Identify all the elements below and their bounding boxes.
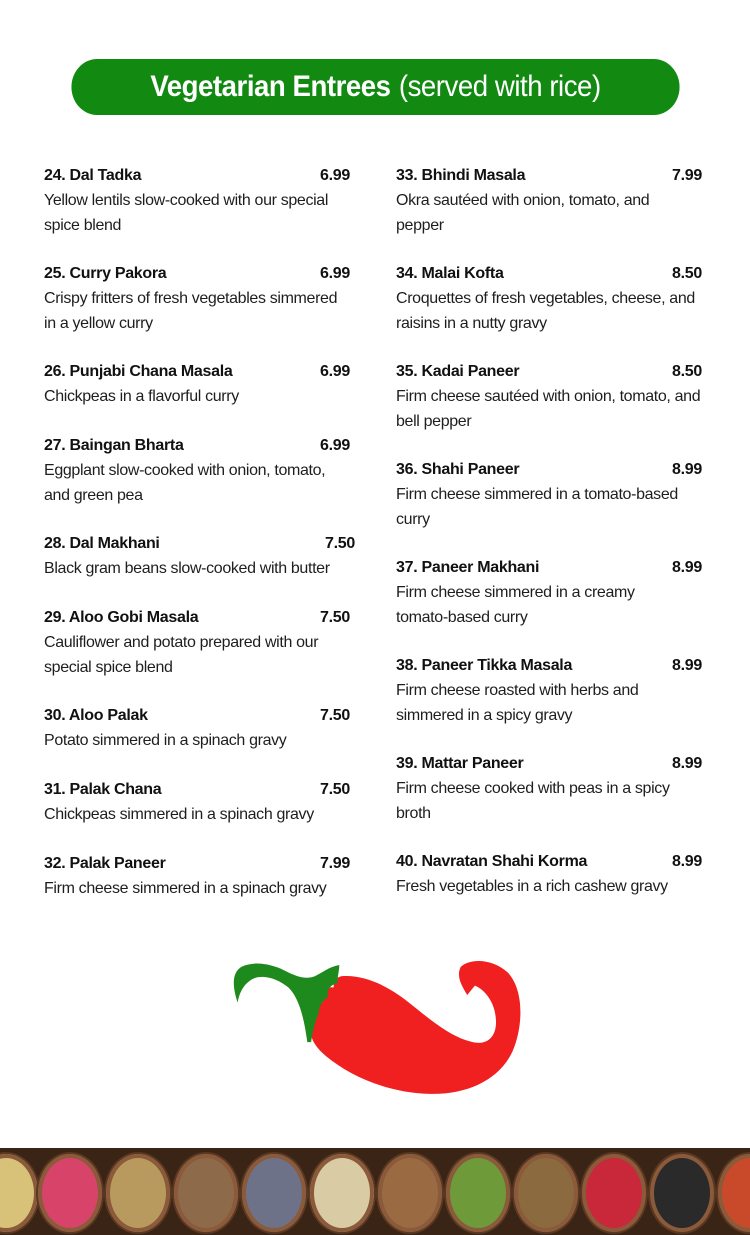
item-description: Eggplant slow-cooked with onion, tomato, and green pea (44, 462, 326, 504)
item-price: 8.99 (672, 559, 702, 576)
item-title: 33. Bhindi Masala (396, 167, 526, 184)
spice-bowl (514, 1154, 578, 1232)
item-title: 26. Punjabi Chana Masala (44, 363, 233, 380)
spice-bowl (106, 1154, 170, 1232)
menu-item (44, 606, 352, 680)
item-price: 7.99 (320, 855, 350, 872)
menu-item (44, 852, 352, 901)
item-price: 8.99 (672, 853, 702, 870)
spice-bowl (718, 1154, 750, 1232)
menu-item (396, 850, 704, 899)
menu-item (396, 164, 704, 238)
item-description: Firm cheese simmered in a tomato-based curry (396, 486, 678, 528)
item-title: 24. Dal Tadka (44, 167, 142, 184)
item-price: 7.50 (320, 707, 350, 724)
item-title: 38. Paneer Tikka Masala (396, 657, 573, 674)
item-description: Chickpeas in a flavorful curry (44, 388, 239, 405)
item-description: Okra sautéed with onion, tomato, and pepper (396, 192, 650, 234)
section-subtitle: (served with rice) (398, 70, 601, 103)
menu-item (396, 556, 704, 630)
item-title: 35. Kadai Paneer (396, 363, 520, 380)
menu-item (396, 360, 704, 434)
menu-item (396, 458, 704, 532)
item-description: Crispy fritters of fresh vegetables simmered in a yellow curry (44, 290, 338, 332)
spice-bowl (650, 1154, 714, 1232)
spice-bowl (446, 1154, 510, 1232)
item-description: Chickpeas simmered in a spinach gravy (44, 806, 314, 823)
spice-bowl (38, 1154, 102, 1232)
item-price: 6.99 (320, 265, 350, 282)
item-title: 25. Curry Pakora (44, 265, 167, 282)
item-price: 7.50 (325, 535, 355, 552)
spice-bowl (582, 1154, 646, 1232)
item-price: 8.50 (672, 265, 702, 282)
item-title: 30. Aloo Palak (44, 707, 148, 724)
menu-item (44, 360, 352, 409)
spice-bowl (310, 1154, 374, 1232)
item-description: Croquettes of fresh vegetables, cheese, and raisins in a nutty gravy (396, 290, 695, 332)
menu-item (44, 262, 352, 336)
menu-item (44, 532, 355, 581)
spice-bowl (174, 1154, 238, 1232)
item-description: Fresh vegetables in a rich cashew gravy (396, 878, 668, 895)
item-title: 29. Aloo Gobi Masala (44, 609, 199, 626)
item-title: 28. Dal Makhani (44, 535, 160, 552)
item-title: 31. Palak Chana (44, 781, 162, 798)
menu-item (44, 704, 352, 753)
section-title-banner (71, 59, 679, 115)
menu-item (44, 434, 352, 508)
item-price: 8.99 (672, 461, 702, 478)
item-description: Potato simmered in a spinach gravy (44, 732, 287, 749)
spice-bowls-image (0, 1148, 750, 1235)
item-description: Firm cheese simmered in a creamy tomato-based curry (396, 584, 635, 626)
section-title: Vegetarian Entrees (150, 70, 391, 103)
menu-item (396, 262, 704, 336)
item-price: 6.99 (320, 437, 350, 454)
item-title: 39. Mattar Paneer (396, 755, 524, 772)
item-price: 8.99 (672, 755, 702, 772)
chili-pepper-icon (218, 948, 534, 1108)
menu-item (396, 654, 704, 728)
item-title: 34. Malai Kofta (396, 265, 504, 282)
item-title: 27. Baingan Bharta (44, 437, 184, 454)
item-price: 6.99 (320, 167, 350, 184)
item-title: 32. Palak Paneer (44, 855, 166, 872)
menu-item (44, 164, 352, 238)
item-price: 7.50 (320, 781, 350, 798)
menu-item (44, 778, 352, 827)
spice-bowl (242, 1154, 306, 1232)
item-price: 7.99 (672, 167, 702, 184)
item-description: Firm cheese cooked with peas in a spicy broth (396, 780, 670, 822)
item-description: Yellow lentils slow-cooked with our special spice blend (44, 192, 329, 234)
item-title: 37. Paneer Makhani (396, 559, 540, 576)
item-description: Firm cheese simmered in a spinach gravy (44, 880, 327, 897)
item-description: Cauliflower and potato prepared with our special spice blend (44, 634, 319, 676)
spice-bowl (0, 1154, 38, 1232)
item-price: 7.50 (320, 609, 350, 626)
item-price: 8.50 (672, 363, 702, 380)
item-price: 6.99 (320, 363, 350, 380)
item-title: 36. Shahi Paneer (396, 461, 520, 478)
item-title: 40. Navratan Shahi Korma (396, 853, 588, 870)
item-description: Firm cheese sautéed with onion, tomato, and bell pepper (396, 388, 701, 430)
item-price: 8.99 (672, 657, 702, 674)
menu-item (396, 752, 704, 826)
spice-bowl (378, 1154, 442, 1232)
item-description: Firm cheese roasted with herbs and simmered in a spicy gravy (396, 682, 639, 724)
item-description: Black gram beans slow-cooked with butter (44, 560, 330, 577)
